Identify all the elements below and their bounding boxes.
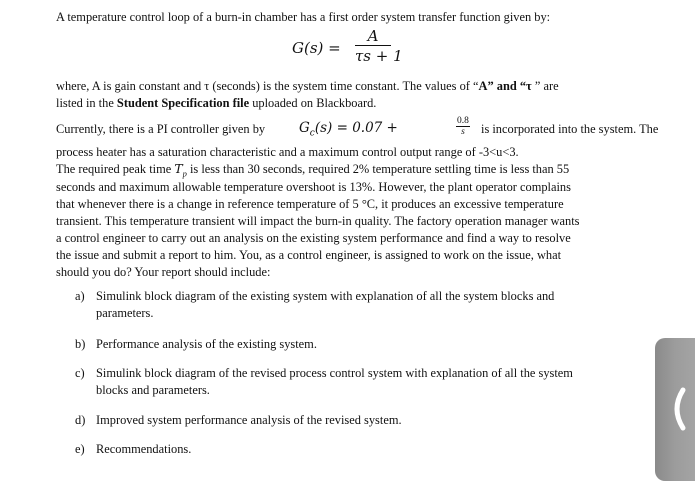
where-text: where, A is gain constant and τ (seconds) is the system time constant. The values of “ xyxy=(56,79,479,93)
pi-fraction xyxy=(456,116,470,137)
list-label: d) xyxy=(75,413,86,427)
peak-text-end: is less than 30 seconds, required 2% temperature settling time is less than 55 xyxy=(186,162,570,176)
chevron-left-icon xyxy=(663,384,693,434)
list-label: e) xyxy=(75,442,85,456)
equation-denominator: τs + 1 xyxy=(355,47,403,65)
pi-rest: (s) = 0.07 + xyxy=(314,120,398,136)
paragraph-line-3: seconds and maximum allowable temperature overshoot is 13%. However, the plant operator complains xyxy=(56,180,571,194)
list-item xyxy=(75,336,635,354)
intro-text: A temperature control loop of a burn-in chamber has a first order system transfer function given by: xyxy=(56,10,551,24)
paragraph-line-5: transient. This temperature transient will impact the burn-in quality. The factory operation manager wants xyxy=(56,214,580,228)
paragraph-line-4: that whenever there is a change in reference temperature of 5 °C, it produces an excessive temperature xyxy=(56,197,564,211)
list-text: Performance analysis of the existing system. xyxy=(96,337,317,351)
pi-controller-line xyxy=(56,116,659,141)
paragraph-line-1: process heater has a saturation characteristic and a maximum control output range of -3<u<3. xyxy=(56,145,519,159)
pi-equation xyxy=(299,120,398,142)
list-item xyxy=(75,365,635,399)
where-line-1 xyxy=(56,78,559,94)
list-label: c) xyxy=(75,366,85,380)
where-a-bold: A” xyxy=(478,79,494,93)
pi-g: G xyxy=(299,120,310,136)
list-item xyxy=(75,288,635,322)
pi-sub: c xyxy=(309,128,315,139)
list-text: parameters. xyxy=(96,306,154,320)
list-text: Recommendations. xyxy=(96,442,192,456)
where-tau-bold: τ xyxy=(526,79,532,93)
list-text: Improved system performance analysis of the revised system. xyxy=(96,413,402,427)
list-text: Simulink block diagram of the revised process control system with explanation of all the system xyxy=(96,366,573,380)
peak-sub: p xyxy=(182,168,187,179)
equation-lhs: G(s) = xyxy=(292,39,341,57)
pi-text-end: is incorporated into the system. The xyxy=(481,122,659,136)
where-text-end: ” are xyxy=(531,79,559,93)
list-text: Simulink block diagram of the existing system with explanation of all the system blocks and xyxy=(96,289,555,303)
list-item xyxy=(75,412,635,430)
side-panel-toggle[interactable] xyxy=(655,338,695,481)
spec-file-bold: Student Specification file xyxy=(116,96,250,110)
equation-numerator: A xyxy=(367,27,379,45)
paragraph-line-7: the issue and submit a report to him. You, as a control engineer, is assigned to work on the issue, what xyxy=(56,248,562,262)
list-label: b) xyxy=(75,337,86,351)
peak-symbol: T xyxy=(174,161,183,176)
where-line-2 xyxy=(56,95,376,111)
list-label: a) xyxy=(75,289,85,303)
equation-fraction xyxy=(355,27,403,66)
paragraph-line-6: a control engineer to carry out an analysis on the existing system performance and find a way to resolve xyxy=(56,231,571,245)
paragraph-line-8: should you do? Your report should include: xyxy=(56,265,271,279)
pi-frac-den: s xyxy=(461,127,465,137)
pi-text: Currently, there is a PI controller given by xyxy=(56,122,266,136)
where-and-bold: and “ xyxy=(493,79,527,93)
where-line2-end: uploaded on Blackboard. xyxy=(249,96,377,110)
peak-text: The required peak time xyxy=(56,162,175,176)
list-item xyxy=(75,441,635,459)
pi-frac-num: 0.8 xyxy=(457,116,469,126)
list-text: blocks and parameters. xyxy=(96,383,210,397)
where-line2-text: listed in the xyxy=(56,96,117,110)
